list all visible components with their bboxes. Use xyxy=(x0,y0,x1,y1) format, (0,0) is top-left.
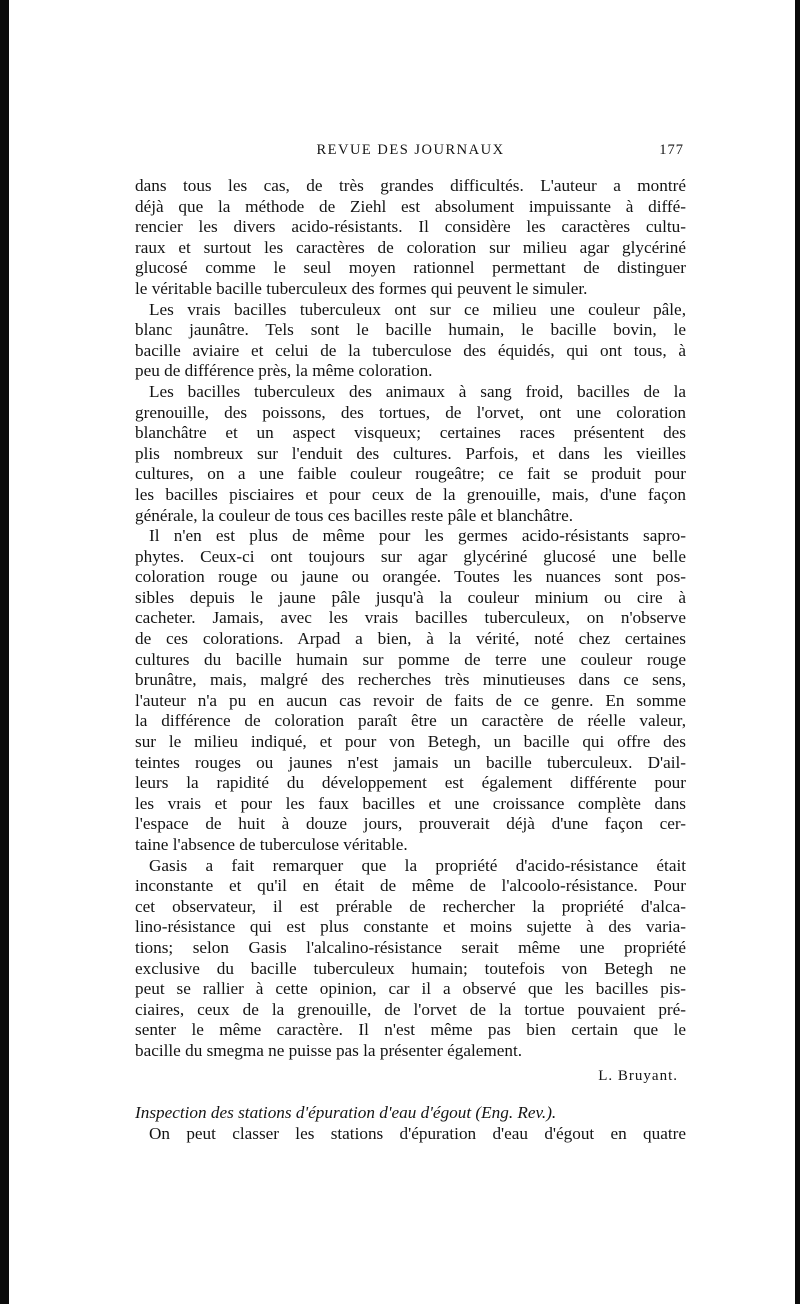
text-line: bacille du smegma ne puisse pas la présenter également. xyxy=(135,1040,523,1060)
text-line: sibles depuis le jaune pâle jusqu'à la couleur minium ou cire à xyxy=(135,587,686,607)
running-title: REVUE DES JOURNAUX xyxy=(316,142,505,158)
text-line: brunâtre, mais, malgré des recherches très minutieuses dans ce sens, xyxy=(135,670,686,690)
paragraph xyxy=(135,526,686,856)
text-line: grenouille, des poissons, des tortues, de l'orvet, ont une coloration xyxy=(135,402,686,422)
text-line: coloration rouge ou jaune ou orangée. Toutes les nuances sont pos- xyxy=(135,567,686,587)
text-line: inconstante et qu'il en était de même de l'alcoolo-résistance. Pour xyxy=(135,876,686,896)
text-line: Gasis a fait remarquer que la propriété d'acido-résistance était xyxy=(149,855,686,875)
text-line: blanc jaunâtre. Tels sont le bacille humain, le bacille bovin, le xyxy=(135,320,686,340)
text-line: peu de différence près, la même coloration. xyxy=(135,361,433,381)
text-line: cultures, on a une faible couleur rougeâtre; ce fait se produit pour xyxy=(135,464,686,484)
paragraph xyxy=(135,856,686,1062)
text-line: de ces colorations. Arpad a bien, à la vérité, noté chez certaines xyxy=(135,629,686,649)
text-line: bacille aviaire et celui de la tuberculose des équidés, qui ont tous, à xyxy=(135,340,686,360)
text-line: sur le milieu indiqué, et pour von Betegh, un bacille qui offre des xyxy=(135,732,686,752)
text-line: générale, la couleur de tous ces bacilles reste pâle et blanchâtre. xyxy=(135,505,574,525)
text-line: blanchâtre et un aspect visqueux; certaines races présentent des xyxy=(135,423,686,443)
article-body xyxy=(135,176,686,1144)
text-line: phytes. Ceux-ci ont toujours sur agar glycériné glucosé une belle xyxy=(135,546,686,566)
scan-border-left xyxy=(0,0,9,1304)
paragraph xyxy=(135,176,686,300)
text-line: dans tous les cas, de très grandes difficultés. L'auteur a montré xyxy=(135,176,686,195)
running-header xyxy=(135,140,686,164)
paragraph xyxy=(135,300,686,382)
text-line: exclusive du bacille tuberculeux humain; toutefois von Betegh ne xyxy=(135,958,686,978)
text-line: leurs la rapidité du développement est également différente pour xyxy=(135,773,686,793)
section-title: Inspection des stations d'épuration d'eau d'égout (Eng. Rev.). xyxy=(135,1102,557,1122)
text-line: les bacilles pisciaires et pour ceux de la grenouille, mais, d'une façon xyxy=(135,484,686,504)
text-line: l'espace de huit à douze jours, prouverait déjà d'une façon cer- xyxy=(135,814,686,834)
text-line: Les bacilles tuberculeux des animaux à sang froid, bacilles de la xyxy=(149,381,686,401)
text-line: tions; selon Gasis l'alcalino-résistance serait même une propriété xyxy=(135,937,686,957)
text-line: cet observateur, il est prérable de rechercher la propriété d'alca- xyxy=(135,896,686,916)
scan-border-right xyxy=(795,0,800,1304)
text-line: glucosé comme le seul moyen rationnel permettant de distinguer xyxy=(135,258,686,278)
text-line: On peut classer les stations d'épuration d'eau d'égout en quatre xyxy=(149,1123,686,1143)
text-line: la différence de coloration paraît être un caractère de réelle valeur, xyxy=(135,711,686,731)
paragraph xyxy=(135,382,686,526)
text-line: Les vrais bacilles tuberculeux ont sur ce milieu une couleur pâle, xyxy=(149,299,686,319)
text-line: le véritable bacille tuberculeux des formes qui peuvent le simuler. xyxy=(135,278,588,298)
text-line: les vrais et pour les faux bacilles et une croissance complète dans xyxy=(135,793,686,813)
text-line: ciaires, ceux de la grenouille, de l'orvet de la tortue pouvaient pré- xyxy=(135,999,686,1019)
text-line: cacheter. Jamais, avec les vrais bacilles tuberculeux, on n'observe xyxy=(135,608,686,628)
text-line: plis nombreux sur l'enduit des cultures. Parfois, et dans les vieilles xyxy=(135,443,686,463)
page-number: 177 xyxy=(659,142,684,158)
text-line: Il n'en est plus de même pour les germes acido-résistants sapro- xyxy=(149,526,686,546)
text-line: déjà que la méthode de Ziehl est absolument impuissante à diffé- xyxy=(135,196,686,216)
text-line: cultures du bacille humain sur pomme de terre une couleur rouge xyxy=(135,649,686,669)
text-line: l'auteur n'a pu en aucun cas revoir de faits de ce genre. En somme xyxy=(135,690,686,710)
author-signature: L. Bruyant. xyxy=(598,1067,678,1084)
text-line: raux et surtout les caractères de coloration sur milieu agar glycériné xyxy=(135,237,686,257)
text-line: senter le même caractère. Il n'est même pas bien certain que le xyxy=(135,1020,686,1040)
text-line: lino-résistance qui est plus constante et moins sujette à des varia- xyxy=(135,917,686,937)
text-line: teintes rouges ou jaunes n'est jamais un bacille tuberculeux. D'ail- xyxy=(135,752,686,772)
page xyxy=(135,140,686,1144)
text-line: taine l'absence de tuberculose véritable. xyxy=(135,835,408,854)
text-line: peut se rallier à cette opinion, car il a observé que les bacilles pis- xyxy=(135,979,686,999)
text-line: rencier les divers acido-résistants. Il considère les caractères cultu- xyxy=(135,217,686,237)
